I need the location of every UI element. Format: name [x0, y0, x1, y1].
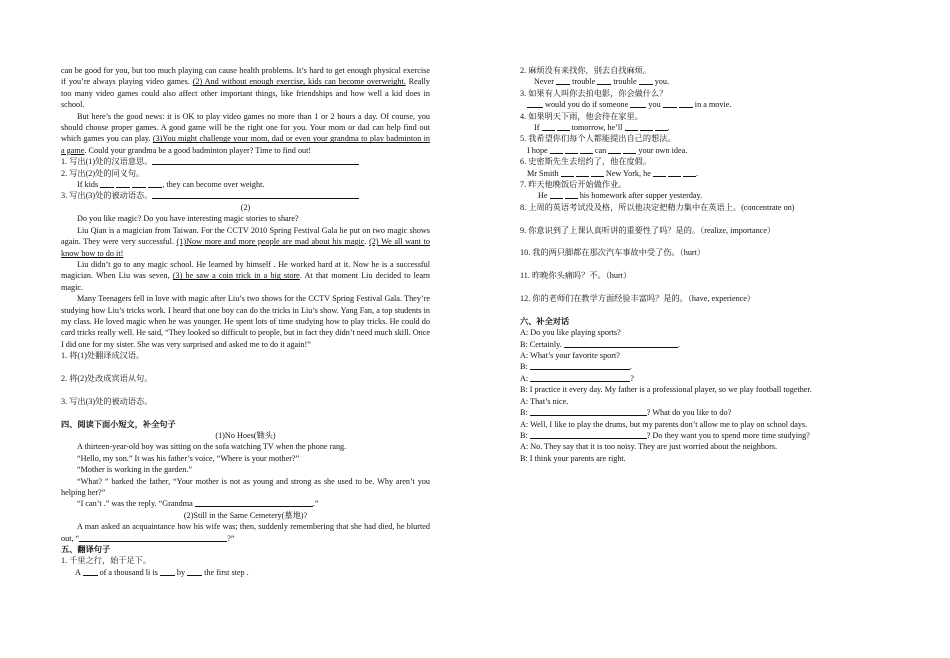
- answer-blank[interactable]: [564, 339, 678, 348]
- passage-2-question-2: 2. 将(2)处改成宾语从句。: [61, 373, 153, 383]
- story-1-line: “What? ” barked the father, “Your mother is not as young and strong as she used to be. Why aren’t you helping her?”: [61, 476, 430, 497]
- answer-blank[interactable]: [591, 168, 604, 177]
- translation-11: 11. 昨晚你头痛吗？不。（hurt）: [520, 271, 632, 281]
- translation-2-fill: Never trouble trouble you.: [534, 77, 670, 87]
- story-1-line: A thirteen-year-old boy was sitting on the sofa watching TV when the phone rang.: [77, 442, 347, 452]
- answer-blank[interactable]: [550, 190, 563, 199]
- translation-1-fill: A of a thousand li is by the first step .: [75, 567, 249, 577]
- translation-1: 1. 千里之行，始于足下。: [61, 556, 152, 566]
- passage-2-paragraph-1: Liu Qian is a magician from Taiwan. For the CCTV 2010 Spring Festival Gala he put on two magic shows again. They were very successful. (1)Now more and more people are mad about his magic. (2) We all want to know how to do it!: [61, 225, 430, 258]
- answer-blank[interactable]: [565, 190, 578, 199]
- dialogue-line: B: I think your parents are right.: [520, 453, 626, 463]
- dialogue-line: A: That’s nice.: [520, 396, 569, 406]
- answer-blank[interactable]: [152, 190, 359, 199]
- translation-9: 9. 你意识到了上课认真听讲的重要性了吗？是的。（realize, importance）: [520, 225, 776, 235]
- answer-blank[interactable]: [576, 168, 589, 177]
- passage-1-paragraph-2: But here’s the good news: it is OK to play video games no more than 1 or 2 hours a day. Of course, you should choose proper games. A good game will be the right one for you. Your mom or dad can help find out which games you can play. (3)You might challenge your mom, dad or even your grandma to play badminton in a game. Could your grandma be a good badminton player? Time to find out!: [61, 111, 430, 155]
- dialogue-line: B: I practice it every day. My father is a professional player, so we play football together.: [520, 385, 812, 395]
- translation-4: 4. 如果明天下雨，他会待在家里。: [520, 111, 643, 121]
- dialogue-fill-line: A: ?: [520, 373, 634, 383]
- question-2-fill: If kids , they can become over weight.: [77, 180, 265, 190]
- underlined-sentence-3: (3)You might challenge your mom, dad or even your grandma to play badminton in a game: [61, 134, 430, 155]
- answer-blank[interactable]: [630, 99, 646, 108]
- left-column: [61, 65, 430, 578]
- answer-blank[interactable]: [160, 567, 175, 576]
- answer-blank[interactable]: [655, 122, 668, 131]
- translation-3: 3. 如果有人叫你去拍电影，你会做什么？: [520, 88, 668, 98]
- answer-blank[interactable]: [148, 179, 162, 188]
- story-1-line: “Mother is working in the garden.”: [77, 465, 193, 475]
- answer-blank[interactable]: [653, 168, 666, 177]
- dialogue-line: A: What’s your favorite sport?: [520, 351, 620, 361]
- story-2-title: (2)Still in the Same Cemetery(墓地)?: [183, 510, 308, 520]
- dialogue-fill-line: B: Certainly. .: [520, 339, 680, 349]
- answer-blank[interactable]: [100, 179, 114, 188]
- answer-blank[interactable]: [623, 145, 636, 154]
- story-1-title: (1)No Hoes(锄头): [215, 430, 276, 440]
- translation-7: 7. 昨天他晚饭后开始做作业。: [520, 180, 627, 190]
- translation-5-fill: I hope can your own idea.: [527, 145, 688, 155]
- answer-blank[interactable]: [565, 145, 578, 154]
- answer-blank[interactable]: [679, 99, 693, 108]
- answer-blank[interactable]: [530, 361, 630, 370]
- dialogue-fill-line: B: .: [520, 362, 632, 372]
- answer-blank[interactable]: [561, 168, 574, 177]
- dialogue-line: A: No. They say that it is too noisy. They are just worried about the neighbors.: [520, 442, 778, 452]
- answer-blank[interactable]: [527, 99, 543, 108]
- passage-2-paragraph-2: Liu didn’t go to any magic school. He learned by himself . He worked hard at it. Now he is a successful magician. When Liu was seven, (3) he saw a coin trick in a big store. At that moment Liu decided to learn magic.: [61, 259, 431, 292]
- answer-blank[interactable]: [187, 567, 202, 576]
- underlined-sentence-2: (2) We all want to know how to do it!: [61, 237, 430, 258]
- translation-5: 5. 我希望你们每个人都能提出自己的想法。: [520, 134, 676, 144]
- answer-blank[interactable]: [542, 122, 555, 131]
- answer-blank[interactable]: [530, 373, 630, 382]
- translation-2: 2. 麻烦没有来找你，别去自找麻烦。: [520, 66, 652, 75]
- answer-blank[interactable]: [116, 179, 130, 188]
- translation-4-fill: If tomorrow, he’ll .: [534, 123, 670, 133]
- story-1-fill-line: “I can’t .” was the reply. “Grandma .”: [77, 499, 319, 509]
- passage-2-question-1: 1. 将(1)处翻译成汉语。: [61, 351, 145, 361]
- section-6-title: 六、补全对话: [520, 316, 570, 326]
- passage-2-question-3: 3. 写出(3)处的被动语态。: [61, 396, 153, 406]
- translation-3-fill: would you do if someone you in a movie.: [520, 99, 850, 110]
- answer-blank[interactable]: [668, 168, 681, 177]
- answer-blank[interactable]: [152, 156, 359, 165]
- question-1: 1. 写出(1)处的汉语意思。: [61, 156, 430, 167]
- dialogue-fill-line: B: ? Do they want you to spend more time studying?: [520, 430, 810, 440]
- section-2-title: (2): [240, 202, 251, 212]
- translation-10: 10. 我的两只脚都在那次汽车事故中受了伤。（hurt）: [520, 248, 706, 258]
- question-3: 3. 写出(3)处的被动语态。: [61, 190, 430, 201]
- section-5-title: 五、翻译句子: [61, 545, 111, 555]
- answer-blank[interactable]: [556, 76, 570, 85]
- translation-6-fill: Mr Smith New York, he .: [527, 168, 699, 178]
- answer-blank[interactable]: [550, 145, 563, 154]
- translation-7-fill: He his homework after supper yesterday.: [538, 191, 703, 201]
- passage-2-intro: Do you like magic? Do you have interesting magic stories to share?: [77, 214, 299, 224]
- answer-blank[interactable]: [557, 122, 570, 131]
- dialogue-line: A: Do you like playing sports?: [520, 328, 621, 338]
- story-1-line: “Hello, my son.” It was his father’s voice, “Where is your mother?”: [77, 453, 300, 463]
- story-2-fill-line: A man asked an acquaintance how his wife was; then, suddenly remembering that she had died, he blurted out, “ ?”: [61, 522, 430, 543]
- answer-blank[interactable]: [597, 76, 611, 85]
- section-4-title: 四、阅读下面小短文，补全句子: [61, 419, 176, 429]
- passage-2-paragraph-3: Many Teenagers fell in love with magic after Liu’s two shows for the CCTV Spring Festival Gala. They’re studying how Liu’s tricks work. I heard that one boy can do the tricks in Liu’s show. Yang Fan, a top students in my class. He loved magic when he was younger. He spent lots of time studying how to play tricks. He could do card tricks really well. He said, “They looked so difficult to people, but in fact they didn’t need much skill. Once I did one for my sister. She was very surprised and asked me to do it again!”: [61, 294, 430, 349]
- underlined-sentence-2: (2) And without enough exercise, kids can become overweight.: [192, 77, 406, 87]
- answer-blank[interactable]: [83, 567, 98, 576]
- answer-blank[interactable]: [530, 430, 647, 439]
- answer-blank[interactable]: [639, 76, 653, 85]
- answer-blank[interactable]: [683, 168, 696, 177]
- answer-blank[interactable]: [530, 407, 647, 416]
- question-2: 2. 写出(2)处的同义句。: [61, 168, 145, 178]
- underlined-sentence-3: (3) he saw a coin trick in a big store: [172, 271, 300, 281]
- answer-blank[interactable]: [625, 122, 638, 131]
- right-column: [520, 65, 850, 464]
- answer-blank[interactable]: [132, 179, 146, 188]
- translation-12: 12. 你的老师们在教学方面经验丰富吗？是的。（have, experience）: [520, 294, 756, 304]
- underlined-sentence-1: (1)Now more and more people are mad about his magic: [176, 237, 365, 247]
- answer-blank[interactable]: [580, 145, 593, 154]
- passage-1-paragraph-1: can be good for you, but too much playing can cause health problems. It’s hard to get enough physical exercise if you’re always playing video games. (2) And without enough exercise, kids can become overweight. Really too many video games could also affect other important things, like friendships and how well a kid does in school.: [61, 66, 431, 110]
- dialogue-fill-line: B: ? What do you like to do?: [520, 408, 732, 418]
- answer-blank[interactable]: [608, 145, 621, 154]
- answer-blank[interactable]: [640, 122, 653, 131]
- translation-6: 6. 史密斯先生去纽约了，他在度假。: [520, 157, 652, 167]
- answer-blank[interactable]: [79, 533, 227, 542]
- answer-blank[interactable]: [195, 498, 313, 507]
- dialogue-line: A: Well, I like to play the drums, but my parents don’t allow me to play on school days.: [520, 419, 808, 429]
- translation-8: 8. 上周的英语考试没及格，所以他决定把精力集中在英语上。(concentrate on): [520, 202, 795, 212]
- answer-blank[interactable]: [663, 99, 677, 108]
